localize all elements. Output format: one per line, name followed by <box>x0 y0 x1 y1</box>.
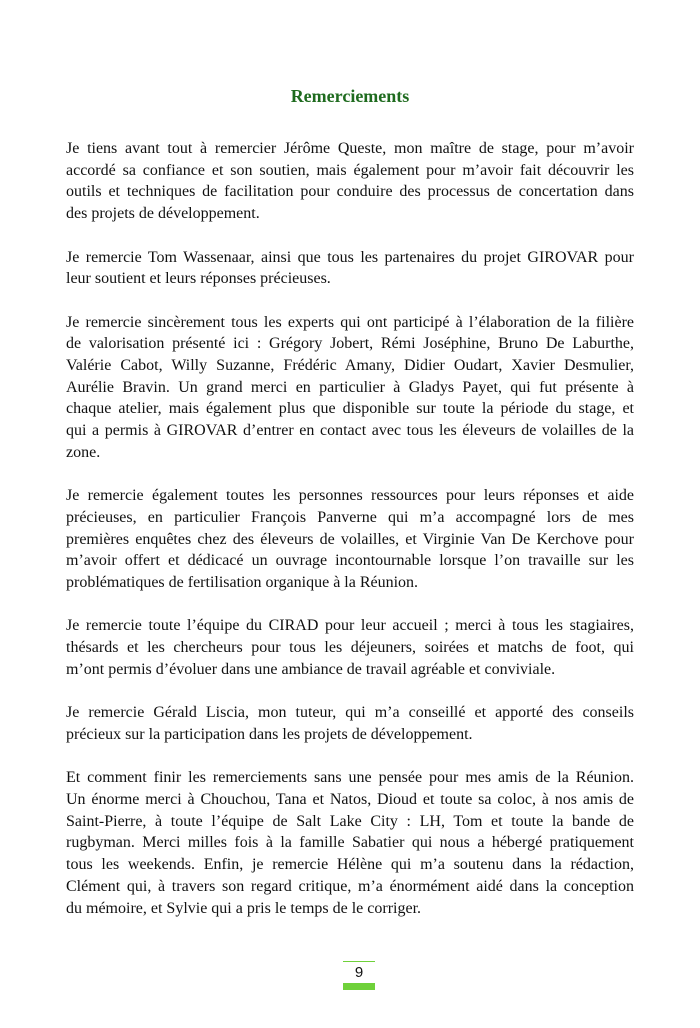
text-line: outils et techniques de facilitation pour conduire des processus de concertation dans <box>66 183 634 201</box>
text-line: Je remercie Gérald Liscia, mon tuteur, qui m’a conseillé et apporté des conseils <box>66 704 634 722</box>
paragraph <box>66 312 634 464</box>
paragraph <box>66 247 634 290</box>
text-line: m’avoir offert et dédicacé un ouvrage incontournable lorsque l’on travaille sur les <box>66 552 634 570</box>
text-line: des projets de développement. <box>66 205 260 223</box>
page-number-top-rule <box>343 961 375 962</box>
page-number-bar <box>343 983 375 990</box>
text-line: accordé sa confiance et son soutien, mais également pour m’avoir fait découvrir les <box>66 161 634 179</box>
text-line: Un énorme merci à Chouchou, Tana et Natos, Dioud et toute sa coloc, à nos amis de <box>66 791 634 808</box>
text-line: Saint-Pierre, à toute l’équipe de Salt Lake City : LH, Tom et toute la bande de <box>66 812 634 830</box>
text-line: tous les weekends. Enfin, je remercie Hélène qui m’a soutenu dans la rédaction, <box>66 856 634 874</box>
text-line: premières enquêtes chez des éleveurs de volailles, et Virginie Van De Kerchove pour <box>66 530 634 548</box>
text-line: du mémoire, et Sylvie qui a pris le temps de le corriger. <box>66 899 422 917</box>
text-line: Je remercie également toutes les personnes ressources pour leurs réponses et aide <box>66 487 634 505</box>
paragraph <box>66 138 634 225</box>
text-line: de valorisation présenté ici : Grégory Jobert, Rémi Joséphine, Bruno De Laburthe, <box>66 335 634 353</box>
text-line: Je remercie sincèrement tous les experts qui ont participé à l’élaboration de la filière <box>66 313 634 331</box>
paragraph <box>66 615 634 680</box>
page-number: 9 <box>354 964 364 981</box>
text-line: qui a permis à GIROVAR d’entrer en contact avec tous les éleveurs de volailles de la <box>66 422 634 440</box>
text-line: Je remercie Tom Wassenaar, ainsi que tous les partenaires du projet GIROVAR pour <box>66 248 634 266</box>
page-number-box <box>343 961 375 990</box>
page-title: Remerciements <box>290 86 410 106</box>
paragraph <box>66 767 634 919</box>
text-line: leur soutient et leurs réponses précieuses. <box>66 270 331 288</box>
paragraph <box>66 485 634 594</box>
text-line: Je remercie toute l’équipe du CIRAD pour leur accueil ; merci à tous les stagiaires, <box>66 617 634 635</box>
document-body <box>66 138 634 941</box>
text-line: thésards et les chercheurs pour tous les déjeuners, soirées et matchs de foot, qui <box>66 639 634 657</box>
text-line: Je tiens avant tout à remercier Jérôme Queste, mon maître de stage, pour m’avoir <box>66 140 634 157</box>
text-line: précieuses, en particulier François Panverne qui m’a accompagné lors de mes <box>66 508 634 526</box>
paragraph <box>66 702 634 745</box>
text-line: problématiques de fertilisation organique à la Réunion. <box>66 574 419 592</box>
text-line: Et comment finir les remerciements sans une pensée pour mes amis de la Réunion. <box>66 769 634 787</box>
text-line: zone. <box>66 443 101 461</box>
text-line: chaque atelier, mais également plus que disponible sur toute la période du stage, et <box>66 400 634 418</box>
text-line: m’ont permis d’évoluer dans une ambiance de travail agréable et conviviale. <box>66 660 556 678</box>
text-line: Valérie Cabot, Willy Suzanne, Frédéric Amany, Didier Oudart, Xavier Desmulier, <box>66 357 634 374</box>
text-line: Aurélie Bravin. Un grand merci en particulier à Gladys Payet, qui fut présente à <box>66 378 634 396</box>
text-line: Clément qui, à travers son regard critique, m’a énormément aidé dans la conception <box>66 877 634 895</box>
text-line: rugbyman. Merci milles fois à la famille Sabatier qui nous a hébergé pratiquement <box>66 834 634 852</box>
text-line: précieux sur la participation dans les projets de développement. <box>66 725 473 743</box>
